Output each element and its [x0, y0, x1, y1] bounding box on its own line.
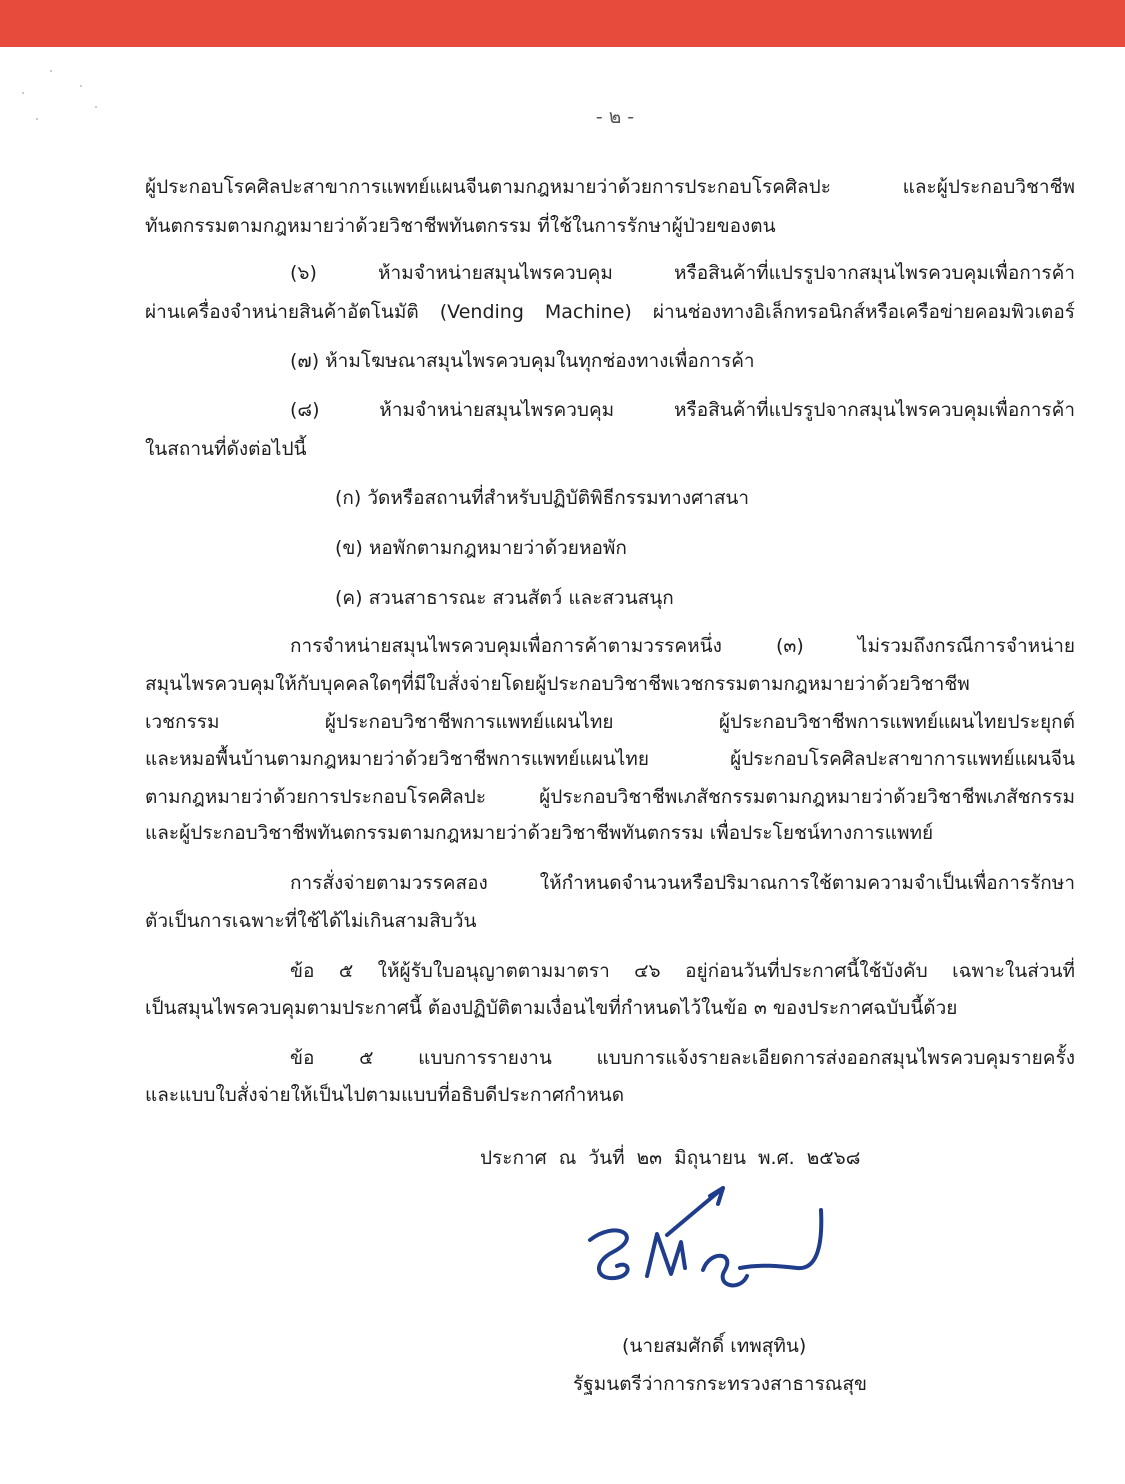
sub-item: (ข) หอพักตามกฎหมายว่าด้วยหอพัก: [335, 537, 627, 559]
sub-item: (ก) วัดหรือสถานที่สำหรับปฏิบัติพิธีกรรมทางศาสนา: [335, 487, 750, 509]
paragraph-line: การจำหน่ายสมุนไพรควบคุมเพื่อการค้าตามวรรคหนึ่ง (๓) ไม่รวมถึงกรณีการจำหน่าย: [290, 635, 1075, 657]
sub-item: (ค) สวนสาธารณะ สวนสัตว์ และสวนสนุก: [335, 587, 674, 609]
item-6-line: ผ่านเครื่องจำหน่ายสินค้าอัตโนมัติ (Vending Machine) ผ่านช่องทางอิเล็กทรอนิกส์หรือเครือข่ายคอมพิวเตอร์: [145, 301, 1075, 323]
top-banner: [0, 0, 1125, 47]
paragraph-line: และผู้ประกอบวิชาชีพทันตกรรมตามกฎหมายว่าด้วยวิชาชีพทันตกรรม เพื่อประโยชน์ทางการแพทย์: [145, 822, 934, 844]
item-6-line: (๖) ห้ามจำหน่ายสมุนไพรควบคุม หรือสินค้าที่แปรรูปจากสมุนไพรควบคุมเพื่อการค้า: [290, 262, 1075, 284]
clause-5-line: ข้อ ๕ ให้ผู้รับใบอนุญาตตามมาตรา ๔๖ อยู่ก่อนวันที่ประกาศนี้ใช้บังคับ เฉพาะในส่วนที่: [290, 960, 1075, 982]
paragraph-line: เวชกรรม ผู้ประกอบวิชาชีพการแพทย์แผนไทย ผู้ประกอบวิชาชีพการแพทย์แผนไทยประยุกต์: [145, 711, 1075, 733]
paragraph-line: สมุนไพรควบคุมให้กับบุคคลใดๆที่มีใบสั่งจ่ายโดยผู้ประกอบวิชาชีพเวชกรรมตามกฎหมายว่าด้วยวิชาชีพ: [145, 673, 970, 695]
signature-image: [575, 1180, 835, 1310]
paragraph-line: ตัวเป็นการเฉพาะที่ใช้ได้ไม่เกินสามสิบวัน: [145, 910, 477, 932]
page-number: - ๒ -: [595, 106, 635, 128]
clause-5-line: และแบบใบสั่งจ่ายให้เป็นไปตามแบบที่อธิบดีประกาศกำหนด: [145, 1084, 625, 1106]
clause-5-line: ข้อ ๕ แบบการรายงาน แบบการแจ้งรายละเอียดการส่งออกสมุนไพรควบคุมรายครั้ง: [290, 1047, 1075, 1069]
announcement-date: ประกาศ ณ วันที่ ๒๓ มิถุนายน พ.ศ. ๒๕๖๘: [480, 1147, 861, 1169]
paragraph-line: และหมอพื้นบ้านตามกฎหมายว่าด้วยวิชาชีพการแพทย์แผนไทย ผู้ประกอบโรคศิลปะสาขาการแพทย์แผนจีน: [145, 748, 1075, 770]
signatory-position: รัฐมนตรีว่าการกระทรวงสาธารณสุข: [573, 1373, 867, 1395]
paragraph-line: การสั่งจ่ายตามวรรคสอง ให้กำหนดจำนวนหรือปริมาณการใช้ตามความจำเป็นเพื่อการรักษา: [290, 872, 1075, 894]
paragraph-line: ผู้ประกอบโรคศิลปะสาขาการแพทย์แผนจีนตามกฎหมายว่าด้วยการประกอบโรคศิลปะ และผู้ประกอบวิชาชีพ: [145, 176, 1075, 198]
item-8-line: (๘) ห้ามจำหน่ายสมุนไพรควบคุม หรือสินค้าที่แปรรูปจากสมุนไพรควบคุมเพื่อการค้า: [290, 399, 1075, 421]
clause-5-line: เป็นสมุนไพรควบคุมตามประกาศนี้ ต้องปฏิบัติตามเงื่อนไขที่กำหนดไว้ในข้อ ๓ ของประกาศฉบับนี้ด้วย: [145, 997, 958, 1019]
paragraph-line: ทันตกรรมตามกฎหมายว่าด้วยวิชาชีพทันตกรรม ที่ใช้ในการรักษาผู้ป่วยของตน: [145, 215, 776, 237]
paragraph-line: ตามกฎหมายว่าด้วยการประกอบโรคศิลปะ ผู้ประกอบวิชาชีพเภสัชกรรมตามกฎหมายว่าด้วยวิชาชีพเภสัชกรรม: [145, 786, 1075, 808]
item-8-line: ในสถานที่ดังต่อไปนี้: [145, 438, 307, 460]
signatory-name: (นายสมศักดิ์ เทพสุทิน): [622, 1335, 807, 1357]
item-7: (๗) ห้ามโฆษณาสมุนไพรควบคุมในทุกช่องทางเพื่อการค้า: [290, 350, 755, 372]
